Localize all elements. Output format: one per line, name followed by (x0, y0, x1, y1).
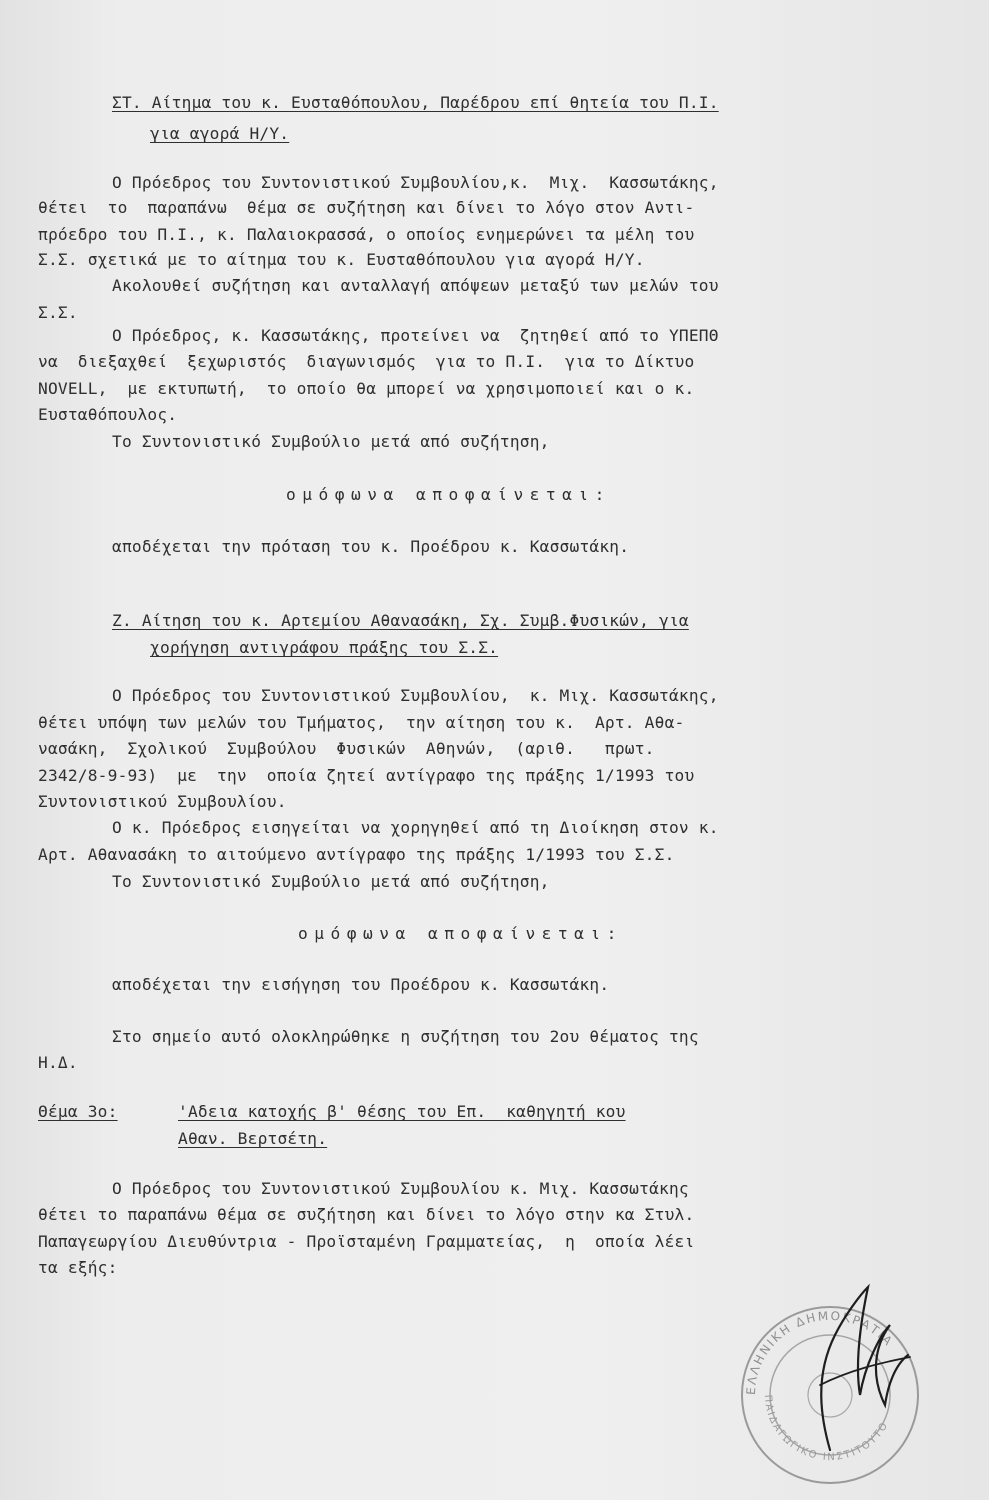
theme3-p1-line3: Παπαγεωργίου Διευθύντρια - Προϊσταμένη Γραμματείας, η οποία λέει (38, 1232, 695, 1251)
section-z-title-line2: χορήγηση αντιγράφου πράξης του Σ.Σ. (150, 638, 499, 657)
section-st-p3-line3: NOVELL, με εκτυπωτή, το οποίο θα μπορεί να χρησιμοποιεί και ο κ. (38, 379, 695, 398)
section-st-p3-line1: Ο Πρόεδρος, κ. Κασσωτάκης, προτείνει να ζητηθεί από το ΥΠΕΠΘ (112, 326, 719, 345)
section-st-title-line1: ΣΤ. Αίτημα του κ. Ευσταθόπουλου, Παρέδρου επί θητεία του Π.Ι. (112, 93, 719, 112)
theme3-p1-line2: θέτει το παραπάνω θέμα σε συζήτηση και δίνει το λόγο στην κα Στυλ. (38, 1205, 695, 1224)
theme3-title-line1: 'Αδεια κατοχής β' θέσης του Επ. καθηγητή κου (178, 1102, 626, 1121)
section-z-p1-line5: Συντονιστικού Συμβουλίου. (38, 792, 287, 811)
section-st-p4: Το Συντονιστικό Συμβούλιο μετά από συζήτηση, (112, 432, 550, 451)
section-z-resolution: αποδέχεται την εισήγηση του Προέδρου κ. Κασσωτάκη. (112, 975, 610, 994)
section-st-p3-line4: Ευσταθόπουλος. (38, 405, 178, 424)
section-st-p1-line4: Σ.Σ. σχετικά με το αίτημα του κ. Ευσταθόπουλου για αγορά Η/Υ. (38, 250, 645, 269)
section-st-p1-line2: θέτει το παραπάνω θέμα σε συζήτηση και δίνει το λόγο στον Αντι- (38, 198, 695, 217)
theme3-p1-line1: Ο Πρόεδρος του Συντονιστικού Συμβουλίου κ. Μιχ. Κασσωτάκης (112, 1179, 689, 1198)
section-z-p1-line3: νασάκη, Σχολικού Συμβούλου Φυσικών Αθηνών, (αριθ. πρωτ. (38, 739, 655, 758)
section-st-title-line2: για αγορά Η/Υ. (150, 124, 290, 143)
section-z-p3: Το Συντονιστικό Συμβούλιο μετά από συζήτηση, (112, 872, 550, 891)
theme3-title-line2: Αθαν. Βερτσέτη. (178, 1129, 328, 1148)
stamp-text-bottom: ΠΑΙΔΑΓΩΓΙΚΟ ΙΝΣΤΙΤΟΥΤΟ (761, 1394, 892, 1464)
section-z-p1-line1: Ο Πρόεδρος του Συντονιστικού Συμβουλίου, κ. Μιχ. Κασσωτάκης, (112, 686, 719, 705)
section-z-closing-line1: Στο σημείο αυτό ολοκληρώθηκε η συζήτηση του 2ου θέματος της (112, 1027, 699, 1046)
section-st-decision: ομόφωνα αποφαίνεται: (286, 485, 611, 504)
section-z-decision: ομόφωνα αποφαίνεται: (298, 924, 623, 943)
section-z-p1-line4: 2342/8-9-93) με την οποία ζητεί αντίγραφο της πράξης 1/1993 του (38, 766, 695, 785)
section-st-p1-line1: Ο Πρόεδρος του Συντονιστικού Συμβουλίου,κ. Μιχ. Κασσωτάκης, (112, 173, 719, 192)
section-st-p2-line1: Ακολουθεί συζήτηση και ανταλλαγή απόψεων μεταξύ των μελών του (112, 276, 719, 295)
section-z-p1-line2: θέτει υπόψη των μελών του Τμήματος, την αίτηση του κ. Αρτ. Αθα- (38, 713, 685, 732)
section-z-title-line1: Ζ. Αίτηση του κ. Αρτεμίου Αθανασάκη, Σχ. Συμβ.Φυσικών, για (112, 611, 689, 630)
section-z-p2-line2: Αρτ. Αθανασάκη το αιτούμενο αντίγραφο της πράξης 1/1993 του Σ.Σ. (38, 845, 675, 864)
theme3-p1-line4: τα εξής: (38, 1258, 118, 1277)
section-st-p3-line2: να διεξαχθεί ξεχωριστός διαγωνισμός για το Π.Ι. για το Δίκτυο (38, 352, 695, 371)
section-z-p2-line1: Ο κ. Πρόεδρος εισηγείται να χορηγηθεί από τη Διοίκηση στον κ. (112, 818, 719, 837)
section-st-p2-line2: Σ.Σ. (38, 303, 78, 322)
theme3-label: Θέμα 3ο: (38, 1102, 118, 1121)
section-z-closing-line2: Η.Δ. (38, 1053, 78, 1072)
section-st-resolution: αποδέχεται την πρόταση του κ. Προέδρου κ. Κασσωτάκη. (112, 537, 630, 556)
section-st-p1-line3: πρόεδρο του Π.Ι., κ. Παλαιοκρασσά, ο οποίος ενημερώνει τα μέλη του (38, 225, 695, 244)
stamp-text-top: ΕΛΛΗΝΙΚΗ ΔΗΜΟΚΡΑΤΙΑ (743, 1308, 897, 1396)
signature (790, 1265, 920, 1465)
